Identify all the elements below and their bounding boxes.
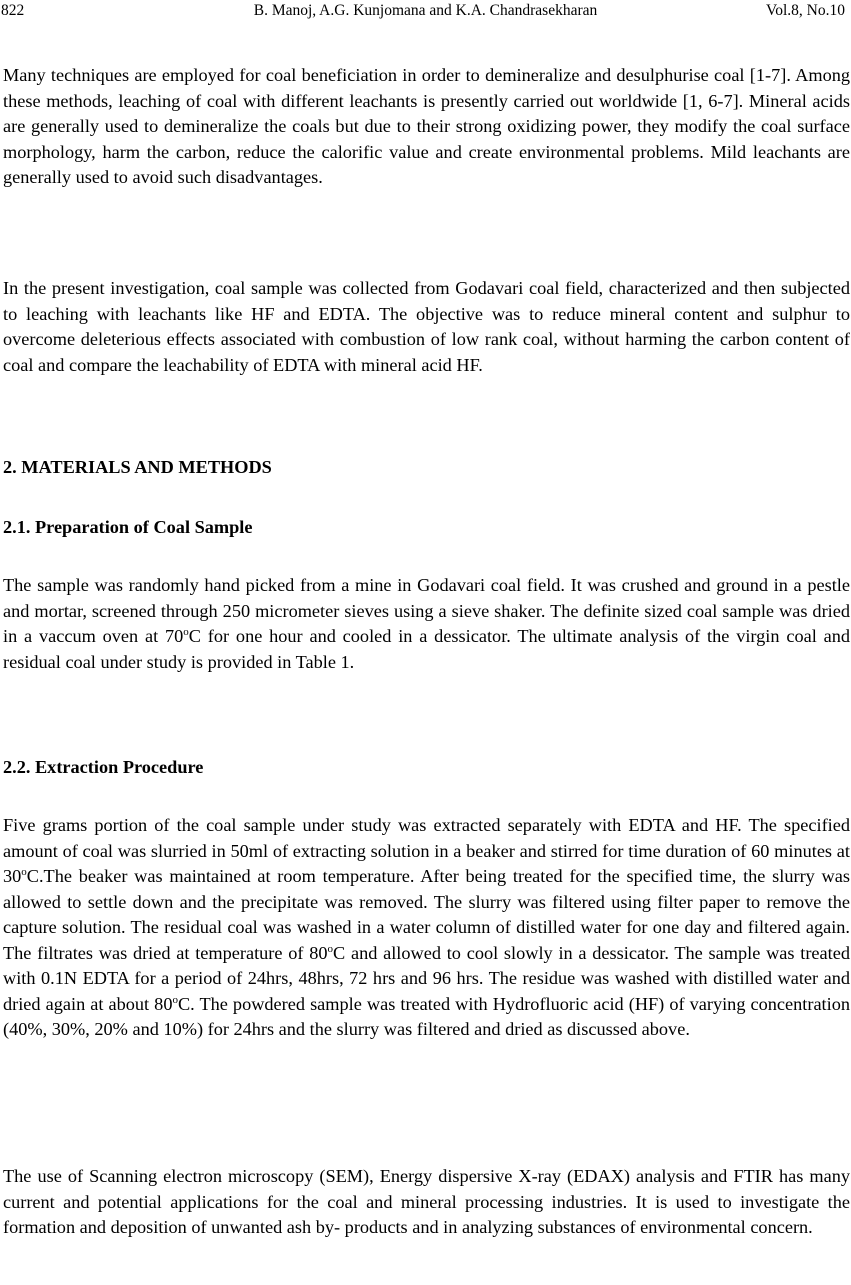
extraction-text-4: C. The powdered sample was treated with Hydrofluoric acid (HF) of varying concentration (40%, 30%, 20% and 10%) for 24hrs and the slurry was filtered and dried as discussed above. (3, 993, 850, 1039)
subsection-heading-extraction: 2.2. Extraction Procedure (3, 757, 204, 777)
extraction-text-2: C.The beaker was maintained at room temperature. After being treated for the specified time, the slurry was allowed to settle down and the precipitate was removed. The slurry was filtered using filter paper to remove the capture solution. The residual coal was washed in a water column of distilled water for one day and filtered again. The filtrates was dried at temperature of 80 (3, 866, 850, 963)
extraction-text-1: Five grams portion of the coal sample under study was extracted separately with EDTA and HF. The specified amount of coal was slurried in 50ml of extracting solution in a beaker and stirred for time duration of 60 minutes at 30 (3, 815, 850, 886)
page-number: 822 (1, 2, 25, 19)
header-authors: B. Manoj, A.G. Kunjomana and K.A. Chandrasekharan (253, 2, 598, 19)
extraction-paragraph (3, 813, 850, 1043)
intro-paragraph-2: In the present investigation, coal sample was collected from Godavari coal field, characterized and then subjected to leaching with leachants like HF and EDTA. The objective was to reduce mineral content and sulphur to overcome deleterious effects associated with combustion of low rank coal, without harming the carbon content of coal and compare the leachability of EDTA with mineral acid HF. (3, 278, 850, 375)
preparation-text-2: C for one hour and cooled in a dessicator. The ultimate analysis of the virgin coal and residual coal under study is provided in Table 1. (3, 626, 851, 672)
section-heading-materials-methods: 2. MATERIALS AND METHODS (3, 457, 272, 477)
preparation-text-1: The sample was randomly hand picked from a mine in Godavari coal field. It was crushed and ground in a pestle and mortar, screened through 250 micrometer sieves using a sieve shaker. The definite sized coal sample was dried in a vaccum oven at 70 (3, 575, 850, 646)
degree-superscript: o (172, 993, 178, 1006)
header-volume: Vol.8, No.10 (766, 2, 845, 19)
preparation-paragraph (3, 573, 850, 675)
degree-superscript: o (327, 942, 334, 955)
intro-paragraph-1: Many techniques are employed for coal beneficiation in order to demineralize and desulphurise coal [1-7]. Among these methods, leaching of coal with different leachants is presently carried out worldwide [1, 6-7]. Mineral acids are generally used to demineralize the coals but due to their strong oxidizing power, they modify the coal surface morphology, harm the carbon, reduce the calorific value and create environmental problems. Mild leachants are generally used to avoid such disadvantages. (3, 65, 850, 187)
subsection-heading-preparation: 2.1. Preparation of Coal Sample (3, 517, 253, 537)
extraction-text-3: C and allowed to cool slowly in a dessicator. The sample was treated with 0.1N EDTA for a period of 24hrs, 48hrs, 72 hrs and 96 hrs. The residue was washed with distilled water and dried again at about 80 (3, 942, 850, 1014)
running-header (0, 0, 851, 22)
degree-superscript: o (183, 626, 189, 638)
degree-superscript: o (21, 866, 27, 878)
final-paragraph: The use of Scanning electron microscopy (SEM), Energy dispersive X-ray (EDAX) analysis and FTIR has many current and potential applications for the coal and mineral processing industries. It is used to investigate the formation and deposition of unwanted ash by- products and in analyzing substances of environmental concern. (3, 1166, 850, 1237)
